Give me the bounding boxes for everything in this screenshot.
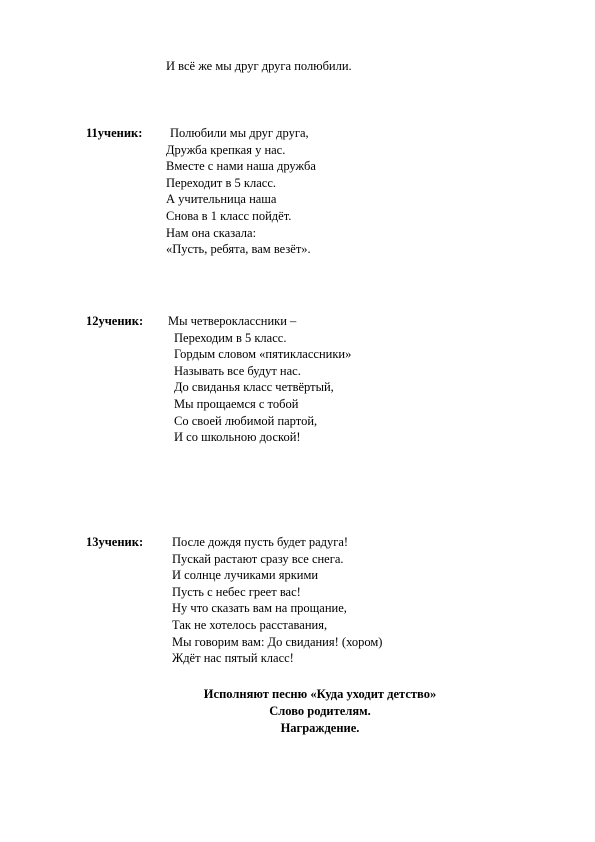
speaker-label-11: 11ученик: bbox=[86, 126, 143, 140]
verse-line: Мы говорим вам: До свидания! (хором) bbox=[172, 634, 383, 649]
verse-block-13 bbox=[172, 534, 382, 667]
verse-line: «Пусть, ребята, вам везёт». bbox=[166, 242, 311, 257]
verse-block-12 bbox=[168, 313, 351, 446]
verse-line: Снова в 1 класс пойдёт. bbox=[166, 208, 292, 223]
verse-line: Вместе с нами наша дружба bbox=[166, 159, 316, 174]
verse-line: Переходим в 5 класс. bbox=[174, 330, 287, 345]
verse-line: Так не хотелось расставания, bbox=[172, 617, 328, 632]
verse-line: Мы четвероклассники – bbox=[168, 314, 297, 328]
verse-line: Мы прощаемся с тобой bbox=[174, 396, 299, 411]
verse-line: Полюбили мы друг друга, bbox=[170, 126, 309, 140]
closing-awards-line: Награждение. bbox=[280, 721, 360, 735]
verse-line: Называть все будут нас. bbox=[174, 363, 301, 378]
verse-line: Гордым словом «пятиклассники» bbox=[174, 347, 352, 362]
verse-line: Пускай растают сразу все снега. bbox=[172, 551, 344, 566]
verse-line: Переходит в 5 класс. bbox=[166, 175, 276, 190]
verse-line: Ждёт нас пятый класс! bbox=[172, 651, 294, 666]
verse-line: До свиданья класс четвёртый, bbox=[174, 380, 334, 395]
closing-parents-line: Слово родителям. bbox=[269, 704, 371, 718]
speaker-label-13: 13ученик: bbox=[86, 535, 144, 549]
verse-line: После дождя пусть будет радуга! bbox=[172, 535, 349, 549]
intro-line: И всё же мы друг друга полюбили. bbox=[166, 59, 352, 73]
verse-line: И солнце лучиками яркими bbox=[172, 568, 319, 583]
verse-line: Нам она сказала: bbox=[166, 225, 257, 240]
verse-block-11 bbox=[166, 125, 316, 258]
verse-line: Ну что сказать вам на прощание, bbox=[172, 601, 347, 616]
closing-song-line: Исполняют песню «Куда уходит детство» bbox=[203, 687, 437, 701]
speaker-label-12: 12ученик: bbox=[86, 314, 144, 328]
closing-notes bbox=[0, 686, 595, 737]
verse-line: И со школьною доской! bbox=[174, 430, 301, 445]
verse-line: Дружба крепкая у нас. bbox=[166, 142, 286, 157]
verse-line: Пусть с небес греет вас! bbox=[172, 584, 301, 599]
verse-line: А учительница наша bbox=[166, 192, 277, 207]
verse-line: Со своей любимой партой, bbox=[174, 413, 318, 428]
